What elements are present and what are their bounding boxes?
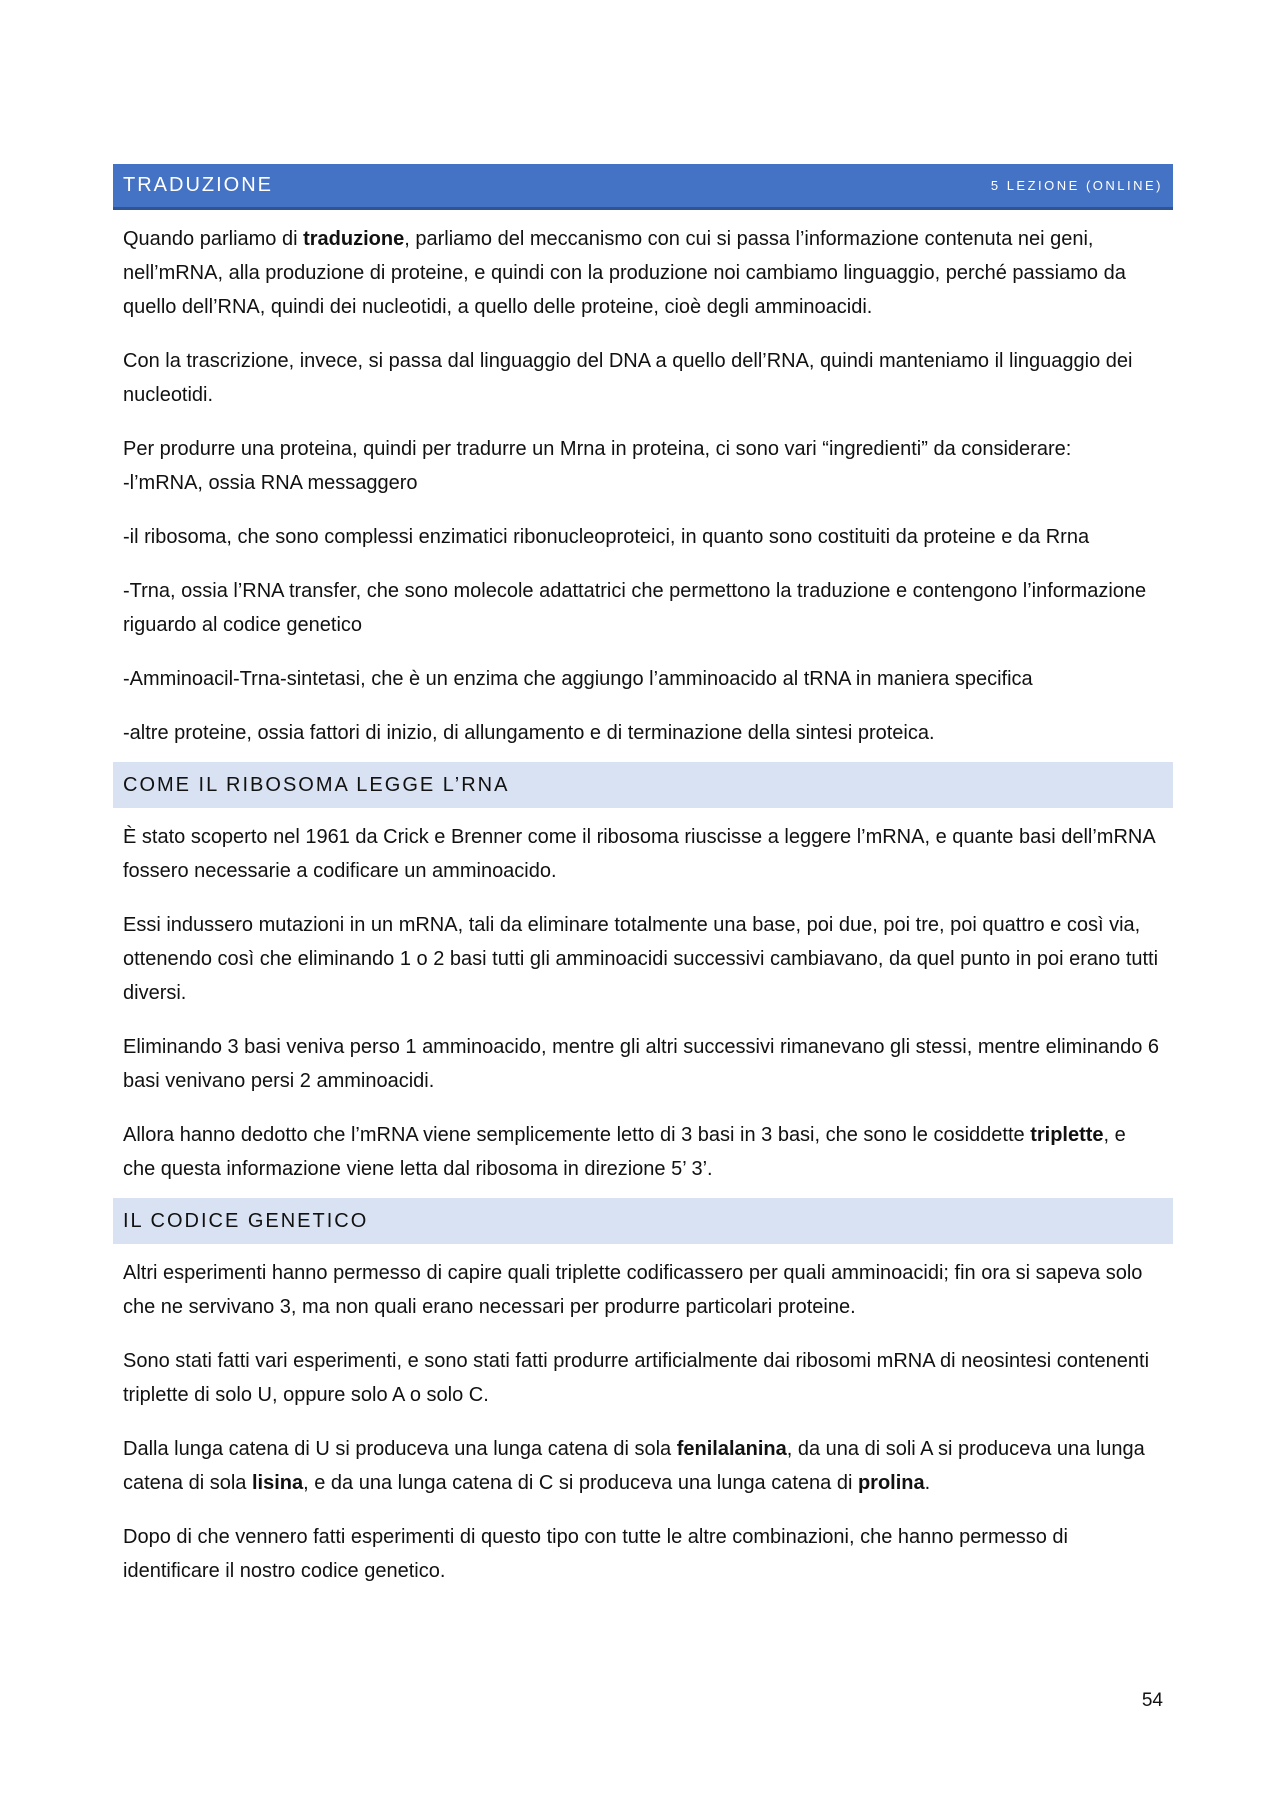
bold-term: traduzione xyxy=(303,228,405,250)
bold-term: triplette xyxy=(1030,1124,1104,1146)
bold-term: fenilalanina xyxy=(676,1438,787,1460)
paragraph-combinazioni: Dopo di che vennero fatti esperimenti di questo tipo con tutte le altre combinazioni, che hanno permesso di identificare il nostro codice genetico. xyxy=(123,1526,1068,1582)
text-run: , da una di soli A si produceva una lunga catena di sola xyxy=(123,1438,1145,1494)
paragraph-esperimenti: Altri esperimenti hanno permesso di capire quali triplette codificassero per quali amminoacidi; fin ora si sapeva solo che ne servivano 3, ma non quali erano necessari per produrre particolari proteine. xyxy=(123,1262,1143,1318)
document-page xyxy=(113,164,1173,1588)
list-item-sintetasi: -Amminoacil-Trna-sintetasi, che è un enzima che aggiungo l’amminoacido al tRNA in maniera specifica xyxy=(123,668,1033,690)
text-run: Dalla lunga catena di U si produceva una lunga catena di sola xyxy=(123,1438,677,1460)
section-heading-traduzione xyxy=(113,164,1173,210)
list-item-trna: -Trna, ossia l’RNA transfer, che sono molecole adattatrici che permettono la traduzione e contengono l’informazione riguardo al codice genetico xyxy=(123,580,1147,636)
bold-term: lisina xyxy=(251,1472,304,1494)
text-run: , e da una lunga catena di C si produceva una lunga catena di xyxy=(303,1472,858,1494)
bold-term: prolina xyxy=(857,1472,925,1494)
list-item-altre-proteine: -altre proteine, ossia fattori di inizio, di allungamento e di terminazione della sintesi proteica. xyxy=(123,722,935,744)
paragraph-triplette xyxy=(113,1118,1173,1186)
text-run: , parliamo del meccanismo con cui si passa l’informazione contenuta nei geni, nell’mRNA, alla produzione di proteine, e quindi con la produzione noi cambiamo linguaggio, perché passiamo da quello dell’RNA, quindi dei nucleotidi, a quello delle proteine, cioè degli amminoacidi. xyxy=(123,228,1126,318)
text-run: Quando parliamo di xyxy=(123,228,304,250)
paragraph-mutazioni: Essi indussero mutazioni in un mRNA, tali da eliminare totalmente una base, poi due, poi tre, poi quattro e così via, ottenendo così che eliminando 1 o 2 basi tutti gli amminoacidi successivi cambiavano, da quel punto in poi erano tutti diversi. xyxy=(123,914,1159,1004)
paragraph-ingredienti: Per produrre una proteina, quindi per tradurre un Mrna in proteina, ci sono vari “ingredienti” da considerare: xyxy=(123,438,1072,460)
page-title: TRADUZIONE xyxy=(123,174,273,196)
text-run: . xyxy=(924,1472,931,1494)
section-heading-codice: IL CODICE GENETICO xyxy=(113,1198,1173,1244)
lesson-label: 5 LEZIONE (ONLINE) xyxy=(990,178,1163,193)
paragraph-eliminando: Eliminando 3 basi veniva perso 1 amminoacido, mentre gli altri successivi rimanevano gli stessi, mentre eliminando 6 basi venivano persi 2 amminoacidi. xyxy=(123,1036,1160,1092)
section-heading-ribosoma: COME IL RIBOSOMA LEGGE L’RNA xyxy=(113,762,1173,808)
paragraph-crick-brenner: È stato scoperto nel 1961 da Crick e Brenner come il ribosoma riuscisse a leggere l’mRNA, e quante basi dell’mRNA fossero necessarie a codificare un amminoacido. xyxy=(123,826,1155,882)
paragraph-traduzione-intro xyxy=(113,222,1173,324)
page-number: 54 xyxy=(1141,1690,1163,1711)
paragraph-neosintesi: Sono stati fatti vari esperimenti, e sono stati fatti produrre artificialmente dai ribosomi mRNA di neosintesi contenenti triplette di solo U, oppure solo A o solo C. xyxy=(123,1350,1150,1406)
list-item-mrna: -l’mRNA, ossia RNA messaggero xyxy=(123,472,418,494)
text-run: Allora hanno dedotto che l’mRNA viene semplicemente letto di 3 basi in 3 basi, che sono le cosiddette xyxy=(123,1124,1031,1146)
list-item-ribosoma: -il ribosoma, che sono complessi enzimatici ribonucleoproteici, in quanto sono costituiti da proteine e da Rrna xyxy=(123,526,1090,548)
text-run: , e che questa informazione viene letta dal ribosoma in direzione 5’ 3’. xyxy=(123,1124,1126,1180)
paragraph-trascrizione: Con la trascrizione, invece, si passa dal linguaggio del DNA a quello dell’RNA, quindi manteniamo il linguaggio dei nucleotidi. xyxy=(123,350,1133,406)
paragraph-catene xyxy=(113,1432,1173,1500)
